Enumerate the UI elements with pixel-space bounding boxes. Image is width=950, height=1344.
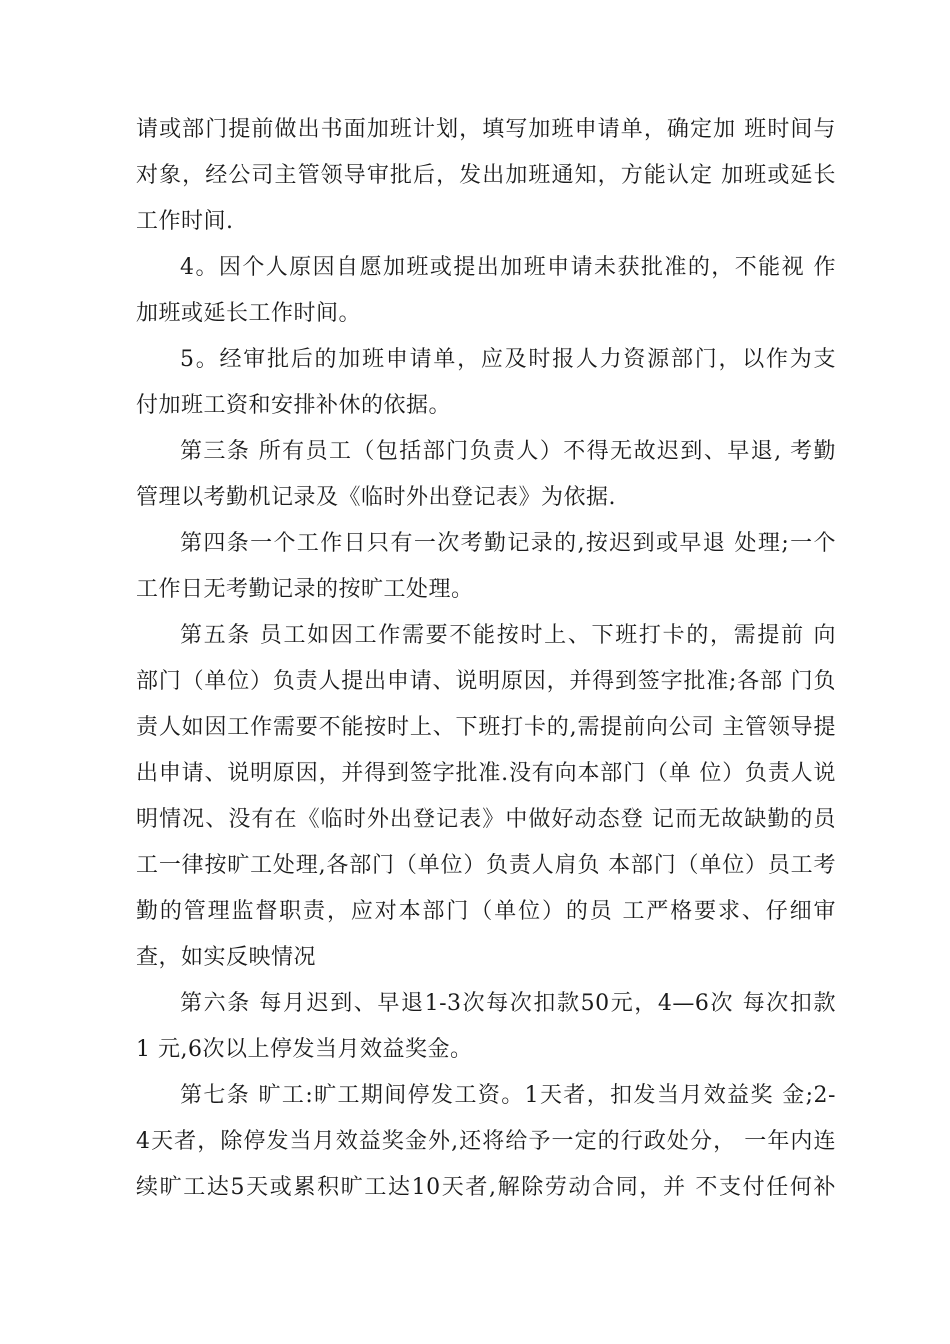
text-line: 第三条 所有员工（包括部门负责人）不得无故迟到、早退, 考勤: [180, 439, 836, 464]
text-line: 第六条 每月迟到、早退1-3次每次扣款50元，4—6次 每次扣款: [180, 991, 836, 1016]
text-line: 第五条 员工如因工作需要不能按时上、下班打卡的，需提前 向: [180, 623, 836, 648]
text-line: 第七条 旷工:旷工期间停发工资。1天者，扣发当月效益奖 金;2-: [180, 1083, 836, 1108]
text-line: 4天者，除停发当月效益奖金外,还将给予一定的行政处分， 一年内连: [136, 1129, 836, 1154]
text-line: 明情况、没有在《临时外出登记表》中做好动态登 记而无故缺勤的员: [136, 807, 836, 832]
text-line: 工作时间.: [136, 209, 234, 234]
text-line: 续旷工达5天或累积旷工达10天者,解除劳动合同，并 不支付任何补: [136, 1175, 836, 1200]
text-line: 加班或延长工作时间。: [136, 301, 362, 326]
text-line: 部门（单位）负责人提出申请、说明原因，并得到签字批准;各部 门负: [136, 669, 836, 694]
text-line: 工作日无考勤记录的按旷工处理。: [136, 577, 474, 602]
text-line: 付加班工资和安排补休的依据。: [136, 393, 452, 418]
text-line: 工一律按旷工处理,各部门（单位）负责人肩负 本部门（单位）员工考: [136, 853, 836, 878]
text-line: 出申请、说明原因，并得到签字批准.没有向本部门（单 位）负责人说: [136, 761, 836, 786]
text-line: 勤的管理监督职责，应对本部门（单位）的员 工严格要求、仔细审: [136, 899, 836, 924]
text-line: 4。因个人原因自愿加班或提出加班申请未获批准的，不能视 作: [180, 255, 836, 280]
text-line: 责人如因工作需要不能按时上、下班打卡的,需提前向公司 主管领导提: [136, 715, 836, 740]
text-line: 5。经审批后的加班申请单，应及时报人力资源部门，以作为支: [180, 347, 836, 372]
text-line: 查，如实反映情况: [136, 945, 317, 970]
text-line: 第四条一个工作日只有一次考勤记录的,按迟到或早退 处理;一个: [180, 531, 836, 556]
text-line: 对象，经公司主管领导审批后，发出加班通知，方能认定 加班或延长: [136, 163, 836, 188]
text-line: 管理以考勤机记录及《临时外出登记表》为依据.: [136, 485, 616, 510]
text-line: 请或部门提前做出书面加班计划，填写加班申请单，确定加 班时间与: [136, 117, 836, 142]
text-line: 1 元,6次以上停发当月效益奖金。: [136, 1037, 473, 1062]
